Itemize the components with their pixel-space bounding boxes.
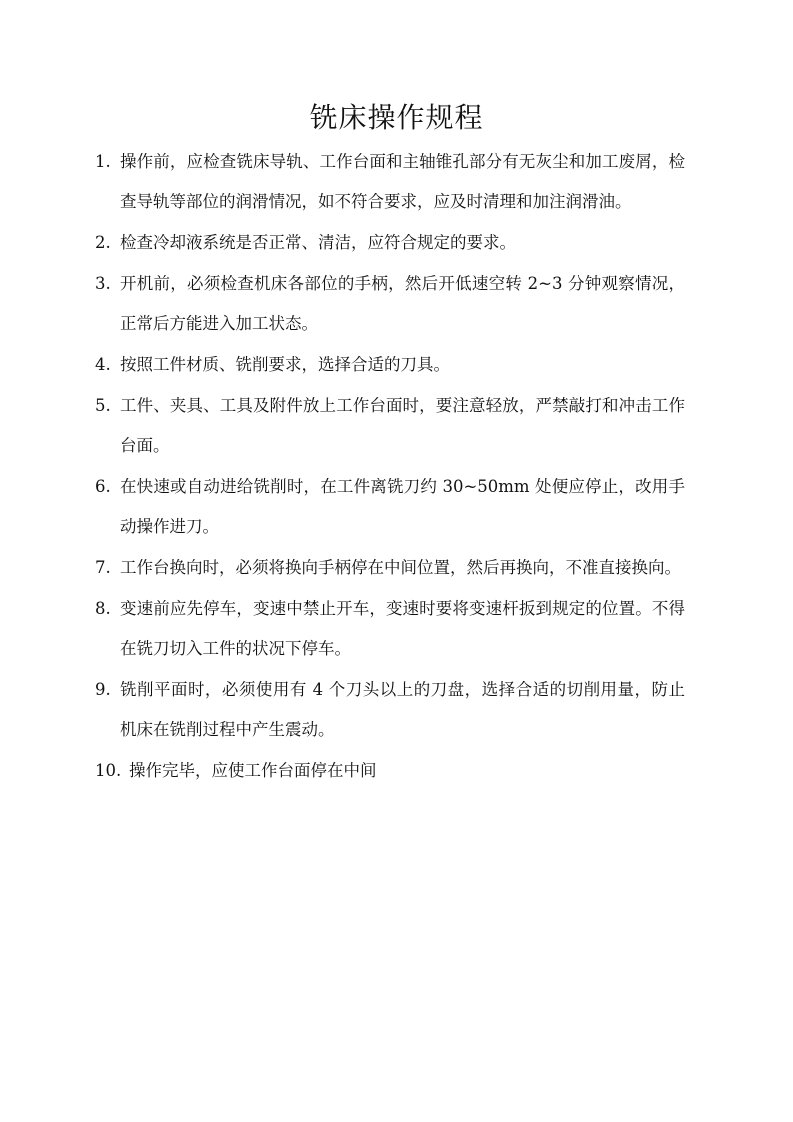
rule-text: 变速前应先停车，变速中禁止开车，变速时要将变速杆扳到规定的位置。不得在铣刀切入工件的状况下停车。	[120, 599, 685, 658]
rule-text: 检查冷却液系统是否正常、清洁，应符合规定的要求。	[120, 233, 516, 252]
rule-number: 5.	[95, 396, 111, 415]
rule-number: 9.	[95, 680, 111, 699]
rule-text: 在快速或自动进给铣削时，在工件离铣刀约 30~50mm 处便应停止，改用手动操作进刀。	[120, 477, 685, 536]
rule-item-3	[95, 264, 685, 344]
rule-text: 开机前，必须检查机床各部位的手柄，然后开低速空转 2~3 分钟观察情况，正常后方能进入加工状态。	[120, 274, 685, 333]
rule-item-7	[95, 548, 685, 588]
rule-text: 铣削平面时，必须使用有 4 个刀头以上的刀盘，选择合适的切削用量，防止机床在铣削过程中产生震动。	[120, 680, 685, 739]
rule-item-2	[95, 223, 685, 263]
rule-item-4	[95, 345, 685, 385]
document-title: 铣床操作规程	[309, 101, 484, 134]
rule-text: 操作完毕，应使工作台面停在中间	[129, 761, 377, 780]
rules-list	[95, 142, 685, 792]
rule-number: 4.	[95, 355, 111, 374]
rule-item-6	[95, 467, 685, 547]
rule-number: 1.	[95, 152, 111, 171]
rule-text: 工件、夹具、工具及附件放上工作台面时，要注意轻放，严禁敲打和冲击工作台面。	[120, 396, 685, 455]
rule-number: 10.	[95, 761, 122, 780]
rule-item-10	[95, 751, 685, 791]
rule-number: 2.	[95, 233, 111, 252]
rule-number: 6.	[95, 477, 111, 496]
rule-text: 按照工件材质、铣削要求，选择合适的刀具。	[120, 355, 450, 374]
rule-number: 7.	[95, 558, 111, 577]
rule-item-9	[95, 670, 685, 750]
rule-item-5	[95, 386, 685, 466]
rule-number: 3.	[95, 274, 111, 293]
rule-text: 操作前，应检查铣床导轨、工作台面和主轴锥孔部分有无灰尘和加工废屑，检查导轨等部位的润滑情况，如不符合要求，应及时清理和加注润滑油。	[120, 152, 685, 211]
rule-item-1	[95, 142, 685, 222]
rule-item-8	[95, 589, 685, 669]
rule-text: 工作台换向时，必须将换向手柄停在中间位置，然后再换向，不准直接换向。	[120, 558, 681, 577]
rule-number: 8.	[95, 599, 111, 618]
